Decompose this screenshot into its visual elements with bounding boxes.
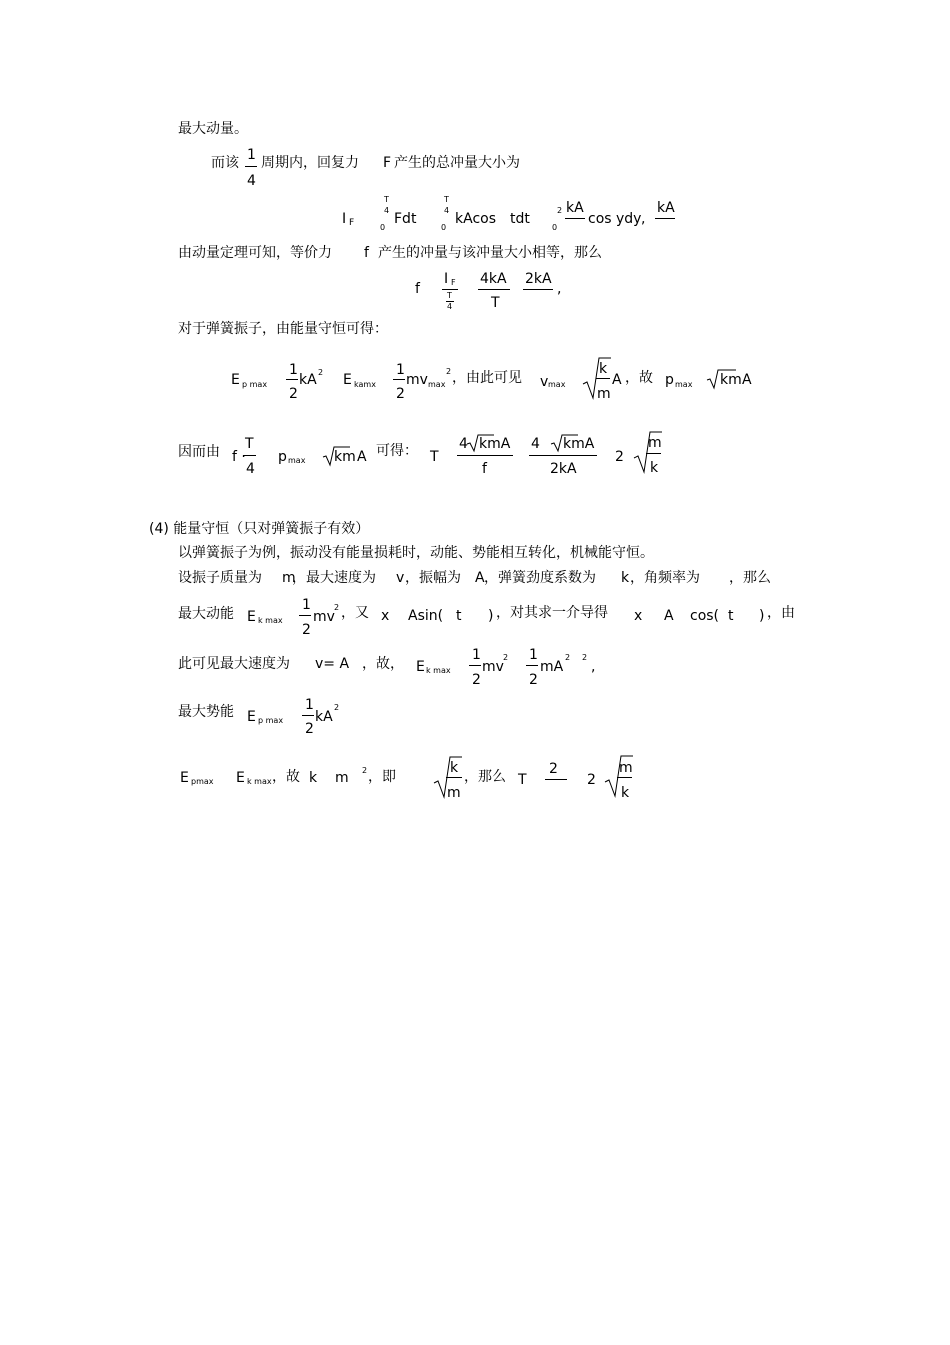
fraction-den: f: [482, 461, 487, 477]
math-sup: 2: [334, 703, 340, 712]
text-line: ，那么: [464, 769, 506, 785]
text-line: ，那么: [729, 570, 771, 586]
math-term: Asin(: [408, 608, 444, 624]
text-line: ，又: [341, 605, 369, 621]
fraction-den: 2: [289, 386, 298, 402]
text-line: ，故: [625, 370, 653, 386]
math-term: mv: [406, 372, 428, 388]
math-var: E: [416, 659, 425, 675]
fraction-den: 4: [447, 302, 453, 311]
fraction-den: 2: [529, 672, 538, 688]
int-limit: T: [444, 195, 449, 204]
math-term: km: [720, 372, 742, 388]
fraction-bar: [565, 218, 585, 219]
int-limit: 4: [384, 206, 390, 215]
fraction-bar: [655, 218, 675, 219]
math-sub: max: [675, 380, 693, 389]
math-sub: kamx: [354, 380, 376, 389]
fraction-num: T: [245, 436, 254, 452]
math-term: kA: [315, 709, 333, 725]
math-term: f ·: [232, 449, 246, 465]
int-limit: 4: [444, 206, 450, 215]
fraction-bar: [299, 615, 311, 616]
math-term: ): [759, 608, 765, 624]
int-limit: T: [384, 195, 389, 204]
math-var: E: [247, 709, 256, 725]
fraction-bar: [617, 777, 632, 778]
fraction-bar: [286, 379, 298, 380]
math-var: A: [742, 372, 752, 388]
text-line: 最大动能: [178, 606, 234, 622]
fraction-bar: [529, 455, 597, 456]
fraction-num: kA: [657, 200, 675, 216]
math-term: v= A: [315, 656, 350, 672]
fraction-num: 2kA: [525, 271, 552, 287]
math-sup: 2: [334, 603, 340, 612]
fraction-num: 1: [289, 362, 298, 378]
math-var: A: [475, 570, 485, 586]
text-line: ，对其求一介导得: [496, 605, 608, 621]
math-term: 2: [587, 772, 596, 788]
fraction-den: 2: [396, 386, 405, 402]
fraction-num: 1: [247, 147, 256, 163]
text-line: ，弹簧劲度系数为: [484, 570, 596, 586]
fraction-den: 4: [246, 461, 255, 477]
fraction-den: m: [447, 785, 461, 801]
fraction-bar: [243, 455, 256, 456]
fraction-num: m: [619, 760, 633, 776]
math-var: t: [456, 608, 462, 624]
math-term: mv: [313, 609, 335, 625]
math-var: x: [381, 608, 390, 624]
math-term: cos ydy: [588, 211, 642, 227]
fraction-num: kmA: [479, 436, 511, 452]
math-term: km: [334, 449, 356, 465]
text-line: 最大动量。: [178, 121, 248, 137]
math-sub: max: [428, 380, 446, 389]
fraction-den: k: [621, 785, 630, 801]
fraction-den: m: [597, 386, 611, 402]
int-limit: 2: [557, 206, 563, 215]
math-var: m: [335, 770, 349, 786]
text-line: 设振子质量为: [178, 570, 262, 586]
math-var: k: [621, 570, 630, 586]
math-sub: pmax: [191, 777, 214, 786]
text-line: ，振幅为: [405, 570, 461, 586]
math-var: E: [236, 770, 245, 786]
fraction-bar: [446, 777, 462, 778]
fraction-bar: [393, 379, 405, 380]
math-sup: 2: [446, 367, 452, 376]
int-limit: 0: [552, 223, 558, 232]
math-var: T: [430, 449, 439, 465]
text-line: 产生的总冲量大小为: [394, 155, 520, 171]
math-var: A: [612, 372, 622, 388]
math-var: E: [343, 372, 352, 388]
fraction-den: k: [650, 460, 659, 476]
fraction-den: 2: [302, 622, 311, 638]
fraction-num: 2: [549, 761, 558, 777]
math-var: I: [342, 211, 347, 227]
math-var: p: [278, 449, 287, 465]
fraction-den: 4: [247, 173, 256, 189]
math-var: v: [540, 374, 549, 390]
fraction-num: 1: [472, 647, 481, 663]
math-var: E: [231, 372, 240, 388]
math-term: ): [488, 608, 494, 624]
fraction-num: 1: [305, 697, 314, 713]
math-term: tdt: [510, 211, 530, 227]
math-var: k: [309, 770, 318, 786]
math-var: F: [383, 155, 392, 171]
text-line: ，由此可见: [452, 370, 522, 386]
fraction-bar: [302, 715, 314, 716]
text-line: ，故，: [362, 656, 404, 672]
text-line: 周期内，回复力: [261, 155, 359, 171]
text-line: ，最大速度为: [292, 570, 376, 586]
math-var: E: [247, 609, 256, 625]
int-limit: 0: [380, 223, 386, 232]
fraction-num: 1: [302, 597, 311, 613]
fraction-bar: [478, 289, 510, 290]
fraction-bar: [545, 779, 567, 780]
math-var: E: [180, 770, 189, 786]
fraction-num: kmA: [563, 436, 595, 452]
math-var: A: [664, 608, 674, 624]
math-sup: 2: [362, 766, 368, 775]
math-sup: 2: [318, 368, 324, 377]
math-term: kAcos: [455, 211, 496, 227]
text-line: 而该: [211, 155, 239, 171]
fraction-bar: [442, 289, 458, 290]
section-title: (4) 能量守恒（只对弹簧振子有效）: [149, 521, 370, 537]
text-line: ，由: [767, 605, 795, 621]
math-term: mA: [540, 659, 564, 675]
fraction-den: T: [447, 291, 452, 300]
math-sub: k max: [247, 777, 272, 786]
math-var: f: [415, 281, 420, 297]
math-var: m: [282, 570, 296, 586]
math-sub: F: [349, 218, 355, 228]
fraction-bar: [596, 378, 610, 379]
text-line: 因而由: [178, 444, 220, 460]
text-line: 最大势能: [178, 704, 234, 720]
fraction-num: m: [648, 435, 662, 451]
fraction-num: k: [599, 361, 608, 377]
math-sub: k max: [426, 666, 451, 675]
text-line: 产生的冲量与该冲量大小相等，那么: [378, 245, 602, 261]
math-term: mv: [482, 659, 504, 675]
text-line: ，角频率为: [630, 570, 700, 586]
fraction-bar: [526, 665, 538, 666]
math-var: p: [665, 372, 674, 388]
math-term: ,: [641, 211, 646, 227]
fraction-num: 1: [529, 647, 538, 663]
fraction-den: 2: [472, 672, 481, 688]
math-sup: 2: [565, 653, 571, 662]
fraction-bar: [457, 455, 513, 456]
text-line: ，故: [272, 769, 300, 785]
math-sup: 2: [503, 653, 509, 662]
fraction-bar: [523, 289, 553, 290]
math-sub: p max: [242, 380, 268, 389]
math-sub: max: [288, 456, 306, 465]
fraction-bar: [469, 665, 481, 666]
fraction-num: 1: [396, 362, 405, 378]
fraction-num: kA: [566, 200, 584, 216]
math-var: f: [364, 245, 369, 261]
fraction-bar: [245, 166, 257, 167]
math-term: ,: [557, 281, 562, 297]
fraction-den: T: [491, 295, 500, 311]
math-var: A: [357, 449, 367, 465]
text-line: ，即: [368, 769, 396, 785]
fraction-bar: [646, 453, 661, 454]
math-term: ,: [591, 659, 596, 675]
math-term: cos(: [690, 608, 720, 624]
math-sup: 2: [582, 653, 588, 662]
text-line: 对于弹簧振子，由能量守恒可得：: [178, 321, 388, 337]
fraction-den: 2: [305, 721, 314, 737]
math-sub: p max: [258, 716, 284, 725]
math-var: v: [396, 570, 405, 586]
math-sub: k max: [258, 616, 283, 625]
math-sub: max: [548, 380, 566, 389]
fraction-den: 2kA: [550, 461, 577, 477]
text-line: 此可见最大速度为: [178, 656, 290, 672]
fraction-num: I: [444, 271, 449, 287]
math-var: T: [518, 772, 527, 788]
math-var: t: [728, 608, 734, 624]
text-line: 以弹簧振子为例，振动没有能量损耗时，动能、势能相互转化，机械能守恒。: [178, 545, 654, 561]
int-limit: 0: [441, 223, 447, 232]
math-term: Fdt: [394, 211, 417, 227]
fraction-num: 4: [459, 436, 468, 452]
fraction-num: 4: [531, 436, 540, 452]
math-sub: F: [451, 278, 456, 287]
fraction-num: 4kA: [480, 271, 507, 287]
text-line: 可得：: [376, 443, 418, 459]
text-line: 由动量定理可知，等价力: [178, 245, 332, 261]
fraction-num: k: [450, 760, 459, 776]
math-term: 2: [615, 449, 624, 465]
math-term: kA: [299, 372, 317, 388]
math-var: x: [634, 608, 643, 624]
